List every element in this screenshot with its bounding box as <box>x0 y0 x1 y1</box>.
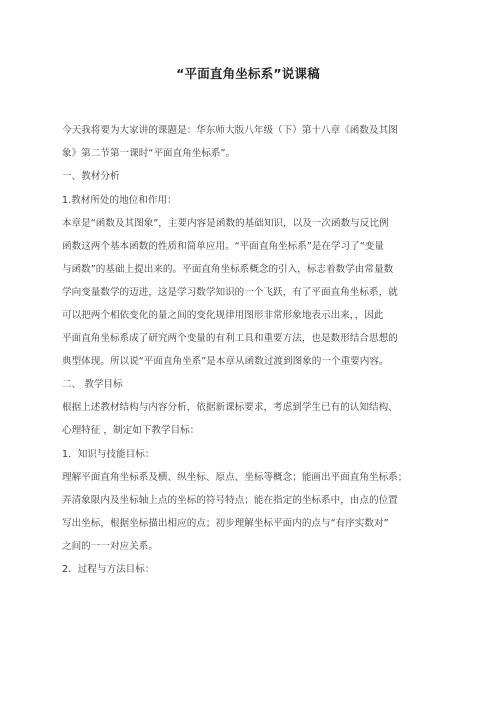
paragraph-line: 今天我将要为大家讲的课题是：华东师大版八年级（下）第十八章《函数及其图 <box>62 125 398 136</box>
paragraph-line: 平面直角坐标系成了研究两个变量的有利工具和重要方法，也是数形结合思想的 <box>62 333 398 344</box>
paragraph-line: 本章是“函数及其图象”，主要内容是函数的基础知识，以及一次函数与反比例 <box>62 218 389 229</box>
subsection-heading: 2．过程与方法目标： <box>62 564 155 575</box>
paragraph-line: 理解平面直角坐标系及横、纵坐标、原点、坐标等概念；能画出平面直角坐标系； <box>62 472 408 483</box>
paragraph-line: 根据上述教材结构与内容分析，依据新课标要求，考虑到学生已有的认知结构、 <box>62 402 398 413</box>
subsection-heading: 1.教材所处的地位和作用： <box>62 195 177 206</box>
section-heading: 二、 教学目标 <box>62 379 123 390</box>
paragraph-line: 心理特征 ，制定如下教学目标： <box>62 425 200 436</box>
paragraph-line: 写出坐标，根据坐标描出相应的点；初步理解坐标平面内的点与“有序实数对” <box>62 518 389 529</box>
paragraph-line: 弄清象限内及坐标轴上点的坐标的符号特点；能在指定的坐标系中，由点的位置 <box>62 495 398 506</box>
subsection-heading: 1．知识与技能目标： <box>62 449 155 460</box>
paragraph-line: 象》第二节第一课时“平面直角坐标系”。 <box>62 148 236 159</box>
paragraph-line: 函数这两个基本函数的性质和简单应用。“平面直角坐标系”是在学习了“变量 <box>62 241 384 252</box>
paragraph-line: 典型体现。所以说“平面直角坐系”是本章从函数过渡到图象的一个重要内容。 <box>62 356 389 367</box>
document-title: “平面直角坐标系”说课稿 <box>176 66 320 81</box>
paragraph-line: 与函数”的基础上提出来的。平面直角坐标系概念的引入，标志着数学由常量数 <box>62 264 394 275</box>
section-heading: 一、教材分析 <box>62 171 120 182</box>
paragraph-line: 之间的一一对应关系。 <box>62 541 158 552</box>
paragraph-line: 可以把两个相依变化的量之间的变化规律用图形非常形象地表示出来，，因此 <box>62 310 384 321</box>
paragraph-line: 学向变量数学的迈进，这是学习数学知识的一个飞跃，有了平面直角坐标系，就 <box>62 287 398 298</box>
